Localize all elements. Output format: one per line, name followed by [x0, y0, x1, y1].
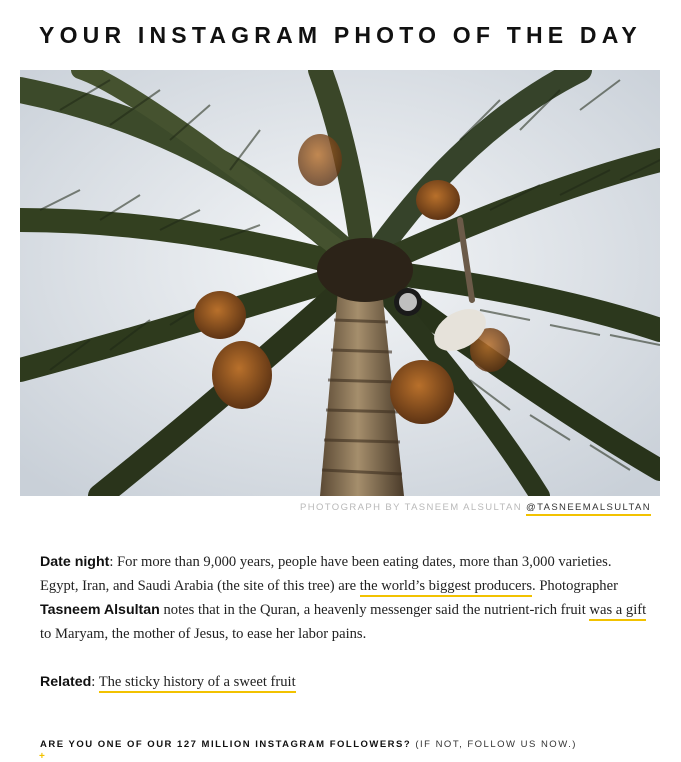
related-label: Related	[40, 674, 92, 690]
page-title: YOUR INSTAGRAM PHOTO OF THE DAY	[39, 22, 642, 48]
paragraph-text-4: to Maryam, the mother of Jesus, to ease her labor pains.	[40, 626, 367, 642]
paragraph-text-2: . Photographer	[532, 578, 618, 594]
article-paragraph	[40, 550, 650, 646]
photo-credit	[300, 502, 651, 513]
plus-icon[interactable]: +	[39, 751, 45, 762]
instagram-follow-cta[interactable]	[40, 739, 577, 750]
cta-follow-text[interactable]: (IF NOT, FOLLOW US NOW.)	[415, 739, 577, 750]
producers-link[interactable]: the world’s biggest producers	[360, 578, 532, 597]
photo-credit-prefix: PHOTOGRAPH BY TASNEEM ALSULTAN	[299, 502, 522, 513]
related-line	[40, 670, 296, 694]
photographer-name: Tasneem Alsultan	[40, 602, 160, 618]
related-separator: :	[91, 674, 99, 690]
paragraph-text-1: : For more than 9,000 years, people have been eating dates, more than 3,000 varieties. Egypt, Iran, and Saudi Arabia (the site of this tree) are	[40, 554, 612, 594]
gift-link[interactable]: was a gift	[589, 602, 646, 621]
palm-tree-photo-illustration	[20, 70, 660, 496]
photographer-instagram-link[interactable]: @TASNEEMALSULTAN	[526, 502, 651, 516]
lead-label: Date night	[40, 554, 110, 570]
related-article-link[interactable]: The sticky history of a sweet fruit	[99, 674, 296, 693]
photo-palm-tree[interactable]	[20, 70, 660, 496]
cta-question: ARE YOU ONE OF OUR 127 MILLION INSTAGRAM FOLLOWERS?	[40, 739, 412, 750]
paragraph-text-3: notes that in the Quran, a heavenly messenger said the nutrient-rich fruit	[159, 602, 590, 618]
